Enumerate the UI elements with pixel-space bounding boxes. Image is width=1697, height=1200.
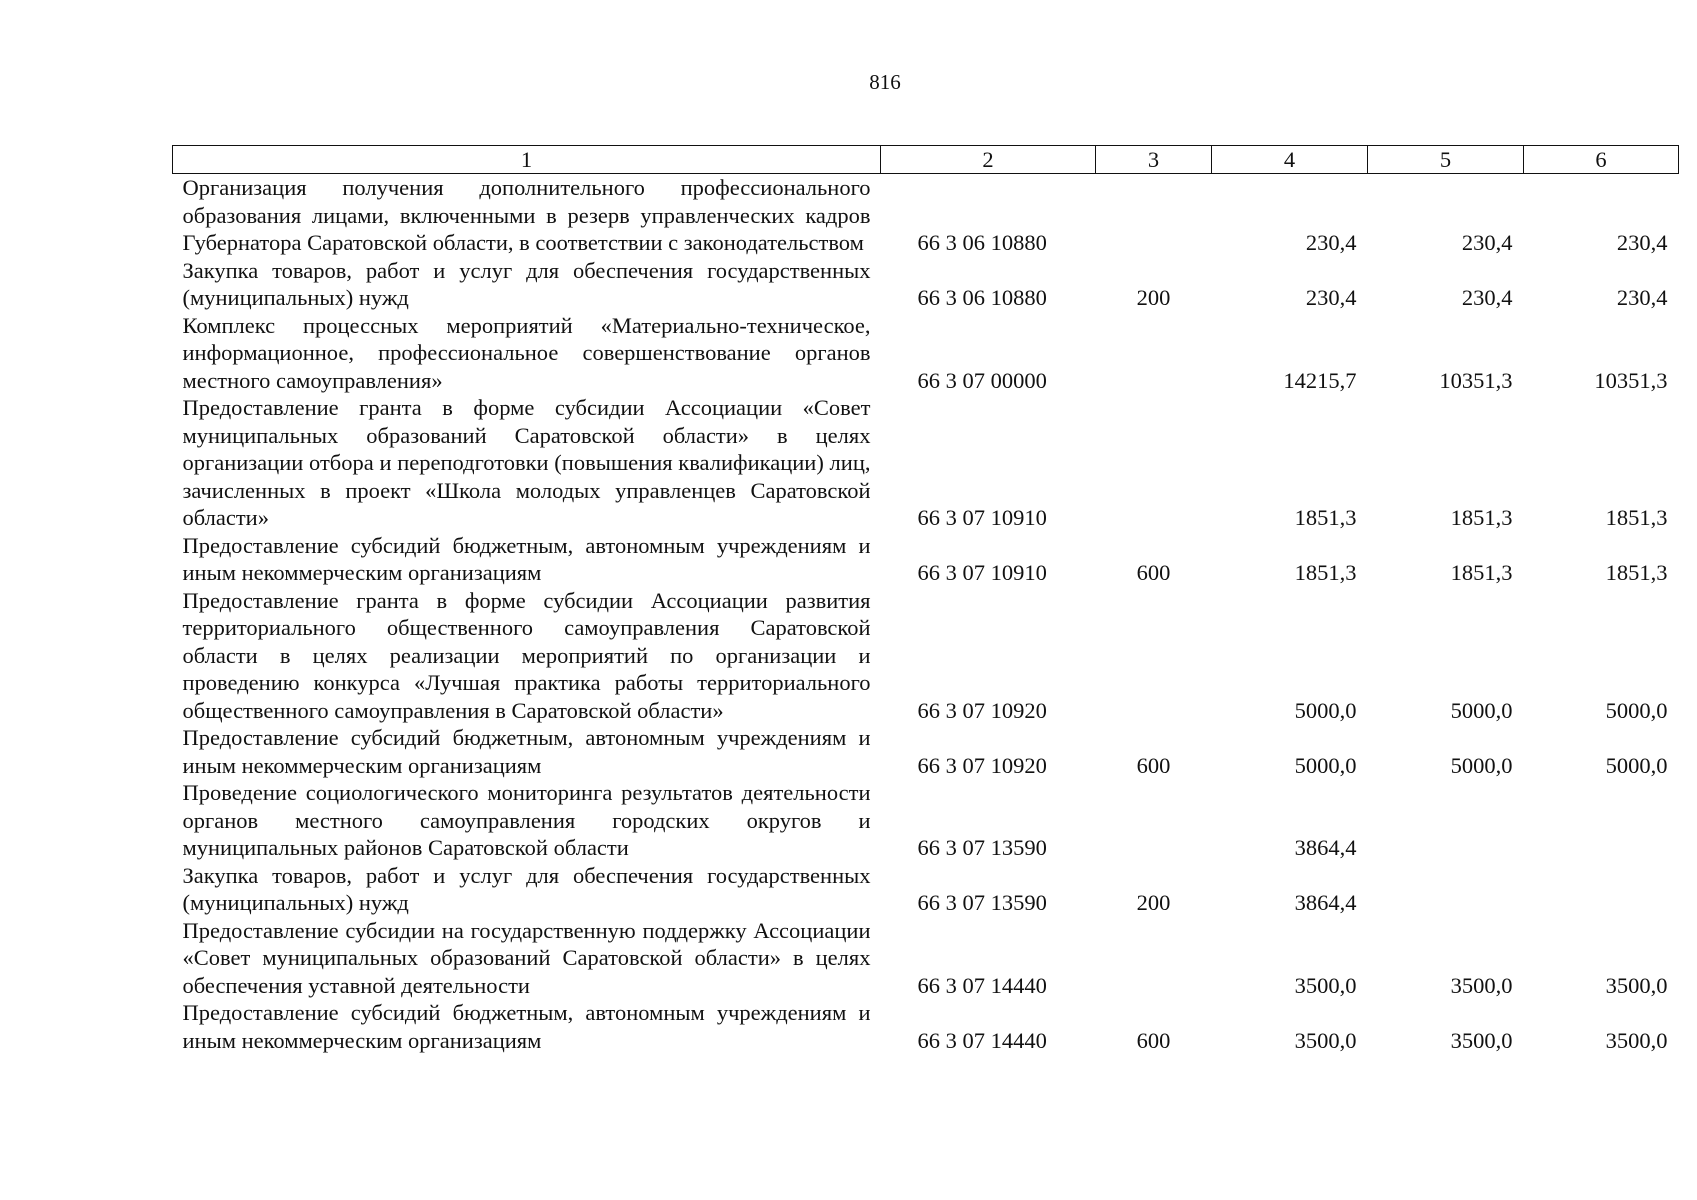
row-name: Комплекс процессных мероприятий «Материально-техническое, информационное, профессиональное совершенствование органов местного самоуправления» <box>182 312 871 393</box>
table-header <box>173 146 1679 174</box>
row-value-5: 5000,0 <box>1450 697 1513 723</box>
row-target-code: 66 3 07 14440 <box>917 972 1047 998</box>
row-value-6: 230,4 <box>1616 285 1668 310</box>
page-number: 816 <box>869 70 901 94</box>
row-value-6: 1851,3 <box>1605 505 1668 530</box>
row-value-6: 1851,3 <box>1605 560 1668 585</box>
header-row <box>173 146 1679 174</box>
table-row <box>173 862 1679 917</box>
row-value-5: 5000,0 <box>1450 752 1513 778</box>
row-value-5: 230,4 <box>1461 285 1513 310</box>
row-value-4: 3864,4 <box>1294 835 1357 860</box>
table-row <box>173 587 1679 725</box>
table-row <box>173 257 1679 312</box>
row-value-6: 5000,0 <box>1605 752 1668 778</box>
row-target-code: 66 3 07 10910 <box>917 560 1047 585</box>
row-target-code: 66 3 07 13590 <box>917 890 1047 915</box>
row-value-6: 3500,0 <box>1605 972 1668 998</box>
row-value-4: 1851,3 <box>1294 560 1357 585</box>
row-value-4: 3500,0 <box>1294 972 1357 998</box>
row-value-5 <box>1368 779 1524 862</box>
row-name: Предоставление гранта в форме субсидии Ассоциации «Совет муниципальных образований Саратовской области» в целях организации отбора и переподготовки (повышения квалификации) лиц, зачисленных в проект «Школа молодых управленцев Саратовской области» <box>182 395 871 530</box>
row-value-4: 5000,0 <box>1294 697 1357 723</box>
row-value-5: 1851,3 <box>1450 560 1513 585</box>
row-expense-type: 200 <box>1136 890 1171 915</box>
row-target-code: 66 3 07 10920 <box>917 752 1047 778</box>
column-header-2: 2 <box>881 146 1096 174</box>
table-row <box>173 532 1679 587</box>
row-value-5: 1851,3 <box>1450 505 1513 530</box>
row-value-5: 10351,3 <box>1439 367 1513 393</box>
row-value-5: 230,4 <box>1461 230 1513 255</box>
row-name: Закупка товаров, работ и услуг для обеспечения государственных (муниципальных) нужд <box>182 862 871 915</box>
row-expense-type <box>1096 174 1212 257</box>
row-expense-type <box>1096 779 1212 862</box>
column-header-5: 5 <box>1368 146 1524 174</box>
row-expense-type <box>1096 917 1212 1000</box>
row-value-4: 14215,7 <box>1283 367 1357 393</box>
row-target-code: 66 3 07 13590 <box>917 835 1047 860</box>
column-header-1: 1 <box>173 146 881 174</box>
row-expense-type: 600 <box>1136 560 1171 585</box>
table-row <box>173 724 1679 779</box>
row-value-4: 3864,4 <box>1294 890 1357 915</box>
row-name: Организация получения дополнительного профессионального образования лицами, включенными в резерв управленческих кадров Губернатора Саратовской области, в соответствии с законодательством <box>182 175 871 255</box>
row-value-5 <box>1368 862 1524 917</box>
row-name: Предоставление гранта в форме субсидии Ассоциации развития территориального общественного самоуправления Саратовской области в целях реализации мероприятий по организации и проведению конкурса «Лучшая практика работы территориального общественного самоуправления в Саратовской области» <box>182 587 871 723</box>
row-expense-type <box>1096 312 1212 395</box>
row-expense-type <box>1096 587 1212 725</box>
table-row <box>173 779 1679 862</box>
row-name: Предоставление субсидий бюджетным, автономным учреждениям и иным некоммерческим организациям <box>182 1000 871 1053</box>
row-target-code: 66 3 07 14440 <box>917 1027 1047 1053</box>
column-header-4: 4 <box>1212 146 1368 174</box>
row-name: Закупка товаров, работ и услуг для обеспечения государственных (муниципальных) нужд <box>182 257 871 310</box>
row-value-6: 3500,0 <box>1605 1027 1668 1053</box>
row-name: Предоставление субсидий бюджетным, автономным учреждениям и иным некоммерческим организациям <box>182 725 871 778</box>
row-value-5: 3500,0 <box>1450 1027 1513 1053</box>
budget-table <box>172 145 1679 1054</box>
row-value-6: 5000,0 <box>1605 697 1668 723</box>
row-name: Предоставление субсидий бюджетным, автономным учреждениям и иным некоммерческим организациям <box>182 532 871 585</box>
row-value-4: 5000,0 <box>1294 752 1357 778</box>
table-body <box>173 174 1679 1055</box>
row-name: Проведение социологического мониторинга результатов деятельности органов местного самоуправления городских округов и муниципальных районов Саратовской области <box>182 780 871 860</box>
row-expense-type: 600 <box>1136 1027 1171 1053</box>
table-row <box>173 999 1679 1054</box>
row-target-code: 66 3 07 00000 <box>917 367 1047 393</box>
row-name: Предоставление субсидии на государственную поддержку Ассоциации «Совет муниципальных образований Саратовской области» в целях обеспечения уставной деятельности <box>182 917 871 998</box>
row-target-code: 66 3 06 10880 <box>917 230 1047 255</box>
row-expense-type: 600 <box>1136 752 1171 778</box>
row-value-4: 230,4 <box>1305 285 1357 310</box>
row-value-6: 10351,3 <box>1594 367 1668 393</box>
row-target-code: 66 3 07 10920 <box>917 697 1047 723</box>
row-value-5: 3500,0 <box>1450 972 1513 998</box>
row-expense-type <box>1096 394 1212 532</box>
table-row <box>173 394 1679 532</box>
row-value-6 <box>1524 779 1679 862</box>
row-value-6: 230,4 <box>1616 230 1668 255</box>
row-value-4: 1851,3 <box>1294 505 1357 530</box>
table-row <box>173 312 1679 395</box>
row-target-code: 66 3 06 10880 <box>917 285 1047 310</box>
row-value-6 <box>1524 862 1679 917</box>
row-target-code: 66 3 07 10910 <box>917 505 1047 530</box>
column-header-6: 6 <box>1524 146 1679 174</box>
row-value-4: 230,4 <box>1305 230 1357 255</box>
row-expense-type: 200 <box>1136 285 1171 310</box>
row-value-4: 3500,0 <box>1294 1027 1357 1053</box>
column-header-3: 3 <box>1096 146 1212 174</box>
table-row <box>173 174 1679 257</box>
table-row <box>173 917 1679 1000</box>
